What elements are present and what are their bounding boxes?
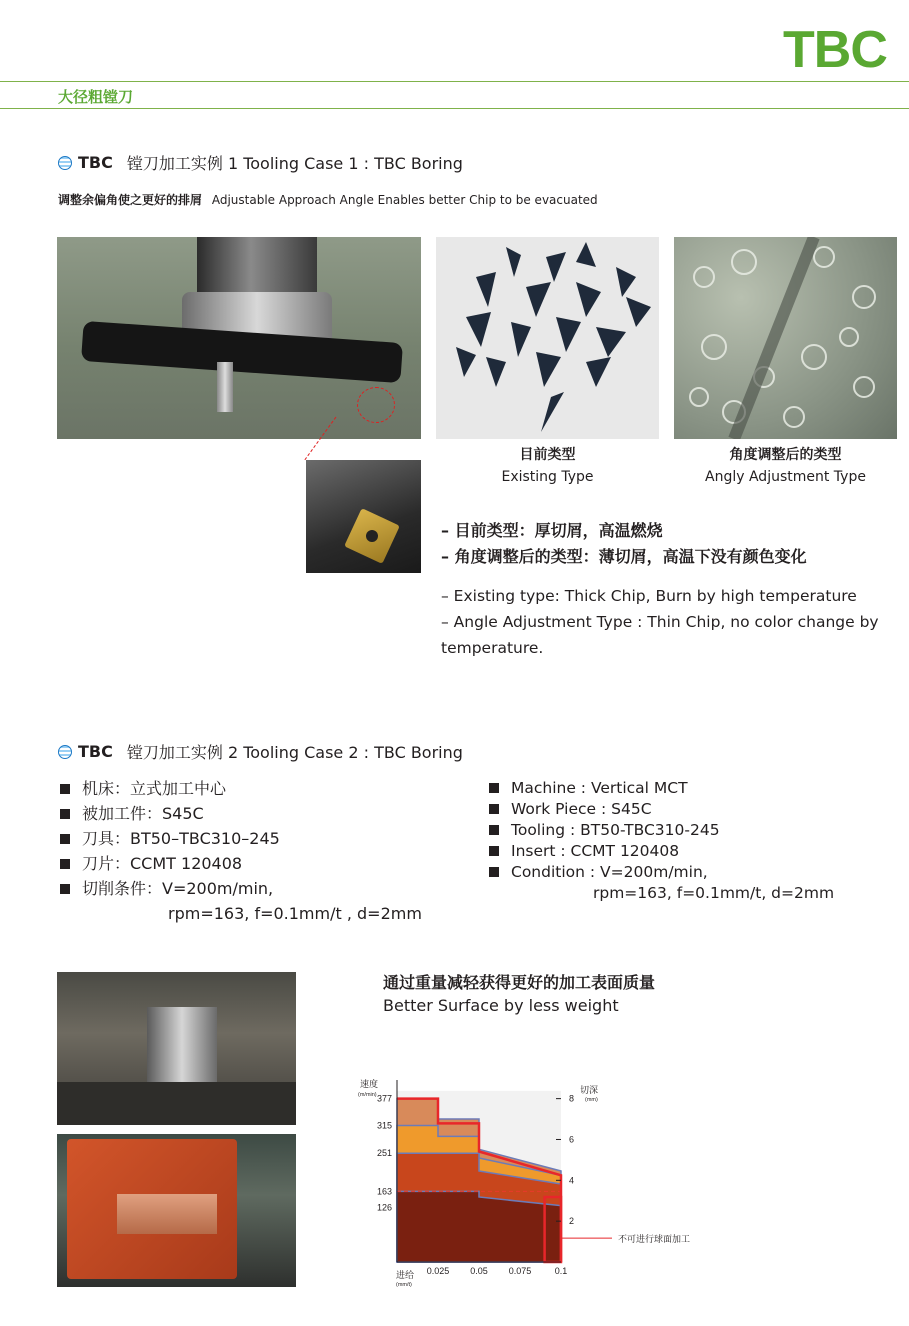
workpiece-photo-2 (57, 1134, 296, 1287)
case2-specs-cn (60, 776, 422, 926)
existing-type-caption-en: Existing Type (501, 469, 594, 485)
case2-brand: TBC (78, 742, 113, 761)
note-cn-existing: – 目前类型：厚切屑，高温燃烧 (441, 521, 663, 540)
existing-chip-photo (436, 237, 659, 439)
case1-brand: TBC (78, 153, 113, 172)
case1-subtitle-en: Adjustable Approach Angle Enables better Chip to be evacuated (211, 193, 598, 207)
case1-title: 镗刀加工实例 1 Tooling Case 1 : TBC Boring (126, 154, 463, 173)
case1-subtitle (58, 191, 598, 208)
y-right-tick-4: 4 (569, 1175, 575, 1186)
spec-cn-machine: 机床：立式加工中心 (60, 776, 422, 801)
disc-bullet-icon (58, 745, 72, 759)
header-divider-bottom (0, 108, 909, 109)
header-divider-top (0, 81, 909, 82)
case1-subtitle-cn: 调整余偏角使之更好的排屑 (58, 193, 203, 207)
y-right-unit: (mm) (585, 1097, 598, 1103)
square-bullet-icon (60, 859, 70, 869)
adjusted-type-caption (674, 444, 897, 488)
x-unit: (mm/t) (396, 1282, 412, 1288)
y-left-unit: (m/min) (358, 1092, 377, 1098)
insert-closeup-photo (306, 460, 421, 573)
insert-screw (366, 530, 378, 542)
case1-notes-en (441, 583, 879, 661)
copper-shaft (117, 1194, 217, 1234)
y-left-tick-251: 251 (376, 1148, 392, 1159)
case2-headline-en: Better Surface by less weight (383, 996, 619, 1015)
boring-machine-photo (57, 237, 421, 439)
zoom-connector (300, 415, 340, 465)
adjusted-chip-photo (674, 237, 897, 439)
tbc-logo: TBC (783, 21, 887, 79)
square-bullet-icon (489, 867, 499, 877)
section-title: 大径粗镗刀 (58, 88, 134, 106)
spec-en-machine: Machine : Vertical MCT (489, 778, 834, 799)
y-left-tick-163: 163 (376, 1186, 392, 1197)
boring-tool (147, 1007, 217, 1087)
case2-title: 镗刀加工实例 2 Tooling Case 2 : TBC Boring (126, 743, 463, 762)
y-right-tick-6: 6 (569, 1134, 575, 1145)
annotation-no-ball: 不可进行球面加工 (618, 1234, 691, 1244)
spec-en-condition: Condition : V=200m/min, (489, 862, 834, 883)
case2-headline-cn: 通过重量减轻获得更好的加工表面质量 (383, 973, 656, 992)
insert-highlight-circle (357, 387, 395, 423)
spec-en-workpiece: Work Piece : S45C (489, 799, 834, 820)
y-right-tick-8: 8 (569, 1093, 575, 1104)
spec-en-insert: Insert : CCMT 120408 (489, 841, 834, 862)
square-bullet-icon (60, 834, 70, 844)
y-right-label: 切深 (580, 1085, 599, 1095)
case2-specs-en (489, 778, 834, 904)
disc-bullet-icon (58, 156, 72, 170)
y-left-tick-315: 315 (376, 1120, 392, 1131)
thick-chips (436, 237, 659, 439)
adjusted-type-caption-cn: 角度调整后的类型 (729, 447, 842, 463)
y-left-label: 速度 (360, 1079, 379, 1089)
existing-type-caption-cn: 目前类型 (519, 447, 576, 463)
x-tick-0.05: 0.05 (470, 1266, 488, 1276)
note-en-adjusted: – Angle Adjustment Type : Thin Chip, no color change by (441, 613, 879, 631)
x-tick-0.1: 0.1 (554, 1266, 568, 1276)
spec-cn-workpiece: 被加工件：S45C (60, 801, 422, 826)
square-bullet-icon (60, 809, 70, 819)
workpiece-photo-1 (57, 972, 296, 1125)
case1-heading (58, 151, 463, 174)
case1-notes-cn (441, 518, 807, 570)
x-tick-0.075: 0.075 (508, 1266, 532, 1276)
note-en-existing: – Existing type: Thick Chip, Burn by high temperature (441, 587, 857, 605)
square-bullet-icon (60, 784, 70, 794)
workpiece-pin (217, 362, 233, 412)
square-bullet-icon (489, 846, 499, 856)
case2-heading (58, 740, 463, 763)
spec-cn-condition-cont: rpm=163, f=0.1mm/t , d=2mm (168, 904, 422, 923)
spec-en-tooling: Tooling : BT50-TBC310-245 (489, 820, 834, 841)
spec-en-condition-cont: rpm=163, f=0.1mm/t, d=2mm (593, 884, 835, 902)
spec-cn-insert: 刀片：CCMT 120408 (60, 851, 422, 876)
y-left-tick-377: 377 (376, 1093, 392, 1104)
note-en-adjusted-cont: temperature. (441, 639, 544, 657)
square-bullet-icon (60, 884, 70, 894)
note-cn-adjusted: – 角度调整后的类型：薄切屑，高温下没有颜色变化 (441, 547, 807, 566)
existing-type-caption (436, 444, 659, 488)
spindle (197, 237, 317, 297)
y-right-tick-2: 2 (569, 1216, 575, 1227)
adjusted-type-caption-en: Angly Adjustment Type (705, 469, 866, 485)
cutting-chart (340, 1075, 720, 1290)
x-label: 进给 (396, 1270, 415, 1280)
square-bullet-icon (489, 804, 499, 814)
spec-cn-tooling: 刀具：BT50–TBC310–245 (60, 826, 422, 851)
x-tick-0.025: 0.025 (426, 1266, 450, 1276)
workpiece-base (57, 1082, 296, 1125)
spec-cn-condition: 切削条件：V=200m/min, (60, 876, 422, 901)
square-bullet-icon (489, 783, 499, 793)
y-left-tick-126: 126 (376, 1202, 392, 1213)
square-bullet-icon (489, 825, 499, 835)
thin-chips (674, 237, 897, 439)
